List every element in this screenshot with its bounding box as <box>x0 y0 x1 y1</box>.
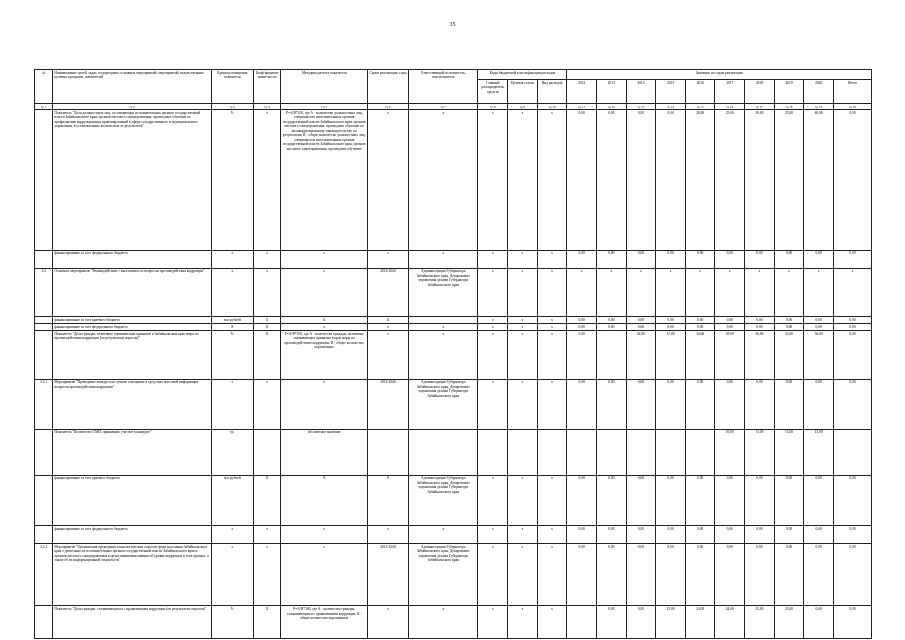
cell-section: x <box>508 544 538 606</box>
cell-section <box>508 429 538 475</box>
cell-value-2015: 0,00 <box>656 475 686 525</box>
cell-value-2016: 0,00 <box>685 250 715 268</box>
cell-method: Р=А/В*100, где А - количество граждан, позитивно оценивающих принятые в крае меры по противодействию коррупции; В - общее количество опрошенных <box>281 331 368 379</box>
cell-coef <box>253 429 281 475</box>
cell-value-2016: 0,00 <box>685 379 715 429</box>
cell-total: 0,00 <box>833 250 871 268</box>
cell-method: x <box>281 544 368 606</box>
table-row <box>35 324 872 331</box>
header-code-admin: Главный распорядитель средств <box>478 80 508 104</box>
table-row <box>35 268 872 316</box>
cell-term <box>368 429 409 475</box>
header-no: № <box>35 70 53 104</box>
cell-type <box>537 429 567 475</box>
cell-unit: % <box>211 606 253 638</box>
cell-value-2019: 23,00 <box>774 606 804 638</box>
cell-exec: Администрация Губернатора Забайкальского края, Департамент управления делами Губернатора Забайкальского края <box>409 544 478 606</box>
header-year-2017: 2017 <box>715 80 745 104</box>
cell-total: 0,00 <box>833 475 871 525</box>
cell-value-2018: 0,00 <box>745 544 775 606</box>
header-year-2013: 2013 <box>596 80 626 104</box>
cell-name: финансирование за счет федерального бюджета <box>53 324 211 331</box>
cell-unit: ед. <box>211 429 253 475</box>
cell-total <box>833 429 871 475</box>
cell-coef: x <box>253 526 281 544</box>
cell-admin: x <box>478 606 508 638</box>
cell-value-2018: 0,00 <box>745 526 775 544</box>
cell-type: x <box>537 331 567 379</box>
cell-value-2020: 0,00 <box>804 316 834 323</box>
cell-unit: % <box>211 110 253 250</box>
cell-value-2018: 11,00 <box>745 429 775 475</box>
cell-value-2020: 0,00 <box>804 606 834 638</box>
cell-term: x <box>368 250 409 268</box>
column-index-cell: гр 2 <box>53 104 211 110</box>
cell-admin: x <box>478 544 508 606</box>
cell-term: 2014-2020 <box>368 268 409 316</box>
cell-value-2020: 0,00 <box>804 526 834 544</box>
cell-unit: x <box>211 268 253 316</box>
cell-type: x <box>537 110 567 250</box>
cell-value-2016: 34,00 <box>685 331 715 379</box>
cell-method: x <box>281 250 368 268</box>
cell-section: x <box>508 526 538 544</box>
cell-type: x <box>537 324 567 331</box>
header-unit: Единица измерения показателя <box>211 70 253 104</box>
column-index-cell: гр 14 <box>656 104 686 110</box>
cell-value-2018: 0,00 <box>745 324 775 331</box>
cell-section: x <box>508 606 538 638</box>
cell-value-2019: 0,00 <box>774 316 804 323</box>
cell-name: Показатель "Доля должностных лиц, составляющих исполнительных органов государственной власти Забайкальского края, органов местного самоуправления, прошедших обучение по профилактике коррупционных правонарушений в сфере государственного и муниципального управления, в установленных количествах от результатов" <box>53 110 211 250</box>
program-table <box>34 69 872 639</box>
table-row <box>35 606 872 638</box>
cell-admin: x <box>478 316 508 323</box>
cell-value-2016: 0,00 <box>685 526 715 544</box>
cell-coef: X <box>253 475 281 525</box>
cell-exec: Администрация Губернатора Забайкальского края, Департамент управления делами Губернатора Забайкальского края <box>409 268 478 316</box>
cell-value-2017: 0,00 <box>715 316 745 323</box>
cell-name: Основное мероприятие "Взаимодействие с населением по вопросам противодействия коррупции" <box>53 268 211 316</box>
cell-name: финансирование за счет федерального бюджета <box>53 526 211 544</box>
column-index-cell: гр 3 <box>211 104 253 110</box>
cell-value-2017: 24,00 <box>715 606 745 638</box>
column-index-cell: гр 8 <box>478 104 508 110</box>
cell-type: x <box>537 526 567 544</box>
cell-coef: x <box>253 268 281 316</box>
cell-exec <box>409 429 478 475</box>
cell-admin: x <box>478 268 508 316</box>
column-index-cell: гр 15 <box>685 104 715 110</box>
cell-value-2013: 0,00 <box>596 475 626 525</box>
cell-coef: x <box>253 250 281 268</box>
cell-value-2016: 0,00 <box>685 544 715 606</box>
cell-value-2017: 0,00 <box>715 475 745 525</box>
column-index-cell: гр 10 <box>537 104 567 110</box>
cell-type: x <box>537 606 567 638</box>
cell-total: 0,00 <box>833 379 871 429</box>
cell-value-2013: 0,00 <box>596 316 626 323</box>
cell-coef: X <box>253 331 281 379</box>
cell-method: Р=А/В*100, где А - количество должностных лиц, специалистов исполнительных органов государственной власти Забайкальского края, органов местного самоуправления, прошедших обучение по антикоррупционному законодательству по результатам; В - общее количество должностных лиц, специалистов исполнительных органов государственной власти Забайкальского края, органов местного самоуправления, прошедших обучение <box>281 110 368 250</box>
header-exec: Ответственный исполнитель, соисполнитель <box>409 70 478 104</box>
column-index-cell: гр 20 <box>833 104 871 110</box>
cell-coef: X <box>253 324 281 331</box>
cell-value-2014: 0,00 <box>626 475 656 525</box>
cell-type: x <box>537 316 567 323</box>
cell-value-2018: 30,00 <box>745 110 775 250</box>
cell-no: 3.2.1 <box>35 379 53 429</box>
column-index-cell: гр 6 <box>368 104 409 110</box>
cell-value-2019: 35,00 <box>774 110 804 250</box>
cell-section: x <box>508 316 538 323</box>
column-index-cell: гр 4 <box>253 104 281 110</box>
cell-value-2014: 0,00 <box>626 316 656 323</box>
cell-value-2013 <box>596 331 626 379</box>
cell-value-2019: 15,00 <box>774 429 804 475</box>
column-index-cell: гр 7 <box>409 104 478 110</box>
cell-value-2018: 0,00 <box>745 379 775 429</box>
cell-value-2020: x <box>804 268 834 316</box>
cell-section: x <box>508 268 538 316</box>
cell-coef: x <box>253 379 281 429</box>
table-row <box>35 429 872 475</box>
cell-value-2015: 0,00 <box>656 250 686 268</box>
header-year-2018: 2018 <box>745 80 775 104</box>
cell-value-2018: 36,00 <box>745 331 775 379</box>
cell-type: x <box>537 268 567 316</box>
cell-value-2015: 0,00 <box>656 544 686 606</box>
cell-total: 0,00 <box>833 544 871 606</box>
cell-unit: x <box>211 379 253 429</box>
cell-value-2015: 23,00 <box>656 606 686 638</box>
cell-value-2016: 20,00 <box>685 110 715 250</box>
cell-value-2019: 32,00 <box>774 331 804 379</box>
cell-total: 0,00 <box>833 606 871 638</box>
cell-value-2014: 32,00 <box>626 331 656 379</box>
cell-admin: x <box>478 475 508 525</box>
cell-exec <box>409 316 478 323</box>
cell-total: x <box>833 268 871 316</box>
cell-method: Р=А/В*100, где А - количество граждан, сталкивающихся с проявлениями коррупции; В - общее количество опрошенных <box>281 606 368 638</box>
cell-value-2019: 0,00 <box>774 379 804 429</box>
cell-term: x <box>368 331 409 379</box>
cell-value-2020: 0,00 <box>804 544 834 606</box>
cell-value-2017: x <box>715 268 745 316</box>
cell-section: x <box>508 475 538 525</box>
cell-value-2014: 0,00 <box>626 250 656 268</box>
cell-term: 2014-2020 <box>368 544 409 606</box>
cell-value-2016: 0,00 <box>685 316 715 323</box>
header-name: Наименование целей, задач, подпрограмм, основных мероприятий, мероприятий, ведомственных целевых программ, показателей <box>53 70 211 104</box>
cell-total: 0,00 <box>833 526 871 544</box>
cell-method: абсолютное значение <box>281 429 368 475</box>
cell-value-2015: 0,00 <box>656 110 686 250</box>
cell-value-2012 <box>567 606 597 638</box>
cell-value-2015: 0,00 <box>656 316 686 323</box>
cell-total: 0,00 <box>833 110 871 250</box>
cell-section: x <box>508 331 538 379</box>
cell-no <box>35 316 53 323</box>
cell-total: 0,00 <box>833 331 871 379</box>
cell-value-2016: 0,00 <box>685 475 715 525</box>
column-index-cell: гр 13 <box>626 104 656 110</box>
cell-value-2013: 0,00 <box>596 379 626 429</box>
table-row <box>35 250 872 268</box>
header-method: Методика расчета показателя <box>281 70 368 104</box>
cell-no <box>35 110 53 250</box>
column-index-cell: гр 11 <box>567 104 597 110</box>
cell-value-2012: 0,00 <box>567 324 597 331</box>
cell-term: 2014-2020 <box>368 379 409 429</box>
cell-value-2018: 0,00 <box>745 250 775 268</box>
cell-unit: x <box>211 526 253 544</box>
page-number: 35 <box>449 22 456 28</box>
cell-value-2015: 37,00 <box>656 331 686 379</box>
cell-value-2013: x <box>596 268 626 316</box>
cell-value-2016: 24,00 <box>685 606 715 638</box>
cell-term: x <box>368 110 409 250</box>
cell-value-2013: 0,00 <box>596 250 626 268</box>
cell-value-2019: 0,00 <box>774 250 804 268</box>
cell-total: 0,00 <box>833 324 871 331</box>
cell-no <box>35 429 53 475</box>
cell-value-2012: 0,00 <box>567 110 597 250</box>
cell-coef: X <box>253 606 281 638</box>
cell-section: x <box>508 324 538 331</box>
cell-no <box>35 475 53 525</box>
cell-value-2018: 0,00 <box>745 316 775 323</box>
cell-value-2014: 0,00 <box>626 606 656 638</box>
cell-exec: Администрация Губернатора Забайкальского края, Департамент управления делами Губернатора Забайкальского края <box>409 475 478 525</box>
header-year-2015: 2015 <box>656 80 686 104</box>
cell-unit: x <box>211 544 253 606</box>
cell-value-2014: 0,00 <box>626 324 656 331</box>
cell-value-2016: x <box>685 268 715 316</box>
cell-value-2012: 0,00 <box>567 331 597 379</box>
cell-value-2013: 0,00 <box>596 606 626 638</box>
header-values-group: Значения по годам реализации <box>567 70 872 80</box>
cell-value-2012: 0,00 <box>567 544 597 606</box>
cell-value-2019: 0,00 <box>774 475 804 525</box>
cell-name: финансирование за счет краевого бюджета <box>53 316 211 323</box>
cell-value-2020: 40,00 <box>804 110 834 250</box>
cell-value-2014: 0,00 <box>626 379 656 429</box>
cell-exec: x <box>409 110 478 250</box>
column-index-cell: гр 18 <box>774 104 804 110</box>
cell-value-2020: 0,00 <box>804 324 834 331</box>
cell-coef: X <box>253 316 281 323</box>
cell-admin: x <box>478 526 508 544</box>
cell-exec: x <box>409 250 478 268</box>
cell-admin: x <box>478 331 508 379</box>
cell-term: x <box>368 324 409 331</box>
cell-term: x <box>368 606 409 638</box>
cell-value-2012: 0,00 <box>567 475 597 525</box>
cell-value-2012: 0,00 <box>567 379 597 429</box>
header-year-2020: 2020 <box>804 80 834 104</box>
cell-method: x <box>281 379 368 429</box>
cell-method: x <box>281 526 368 544</box>
cell-no <box>35 606 53 638</box>
cell-value-2016 <box>685 429 715 475</box>
table-row <box>35 526 872 544</box>
cell-value-2012: 0,00 <box>567 250 597 268</box>
header-row-1 <box>35 70 872 80</box>
header-year-2019: 2019 <box>774 80 804 104</box>
cell-value-2017: 0,00 <box>715 250 745 268</box>
cell-name: финансирование за счет краевого бюджета <box>53 475 211 525</box>
cell-value-2015: 0,00 <box>656 526 686 544</box>
header-year-2012: 2012 <box>567 80 597 104</box>
cell-unit: x <box>211 250 253 268</box>
cell-value-2014: 0,00 <box>626 110 656 250</box>
cell-total: 0,00 <box>833 316 871 323</box>
cell-exec: x <box>409 331 478 379</box>
cell-value-2017: 0,00 <box>715 526 745 544</box>
cell-method: x <box>281 324 368 331</box>
cell-section: x <box>508 250 538 268</box>
header-term: Сроки реализации, годы <box>368 70 409 104</box>
cell-value-2016: 0,00 <box>685 324 715 331</box>
cell-value-2018: 0,00 <box>745 475 775 525</box>
cell-name: финансирование за счет федерального бюджета <box>53 250 211 268</box>
table-row <box>35 544 872 606</box>
cell-name: Мероприятие "Организация проведения социологических опросов среди населения Забайкальского края о деятельности исполнительных органов государственной власти Забайкальского края и органов местного самоуправления в целях выявления мнения об уровне коррупции в этих органах, а также об их информационной открытости" <box>53 544 211 606</box>
cell-admin: x <box>478 324 508 331</box>
cell-no <box>35 250 53 268</box>
cell-term: X <box>368 316 409 323</box>
cell-admin: x <box>478 379 508 429</box>
column-index-cell: гр 19 <box>804 104 834 110</box>
cell-value-2012: x <box>567 268 597 316</box>
cell-value-2019: 0,00 <box>774 526 804 544</box>
cell-value-2015: x <box>656 268 686 316</box>
cell-value-2017: 0,00 <box>715 324 745 331</box>
cell-exec: x <box>409 606 478 638</box>
cell-admin <box>478 429 508 475</box>
cell-type: x <box>537 250 567 268</box>
cell-value-2018: x <box>745 268 775 316</box>
cell-name: Показатель "Количество СМИ, принявших участие в конкурсе" <box>53 429 211 475</box>
cell-admin: x <box>478 250 508 268</box>
column-index-cell: гр 1 <box>35 104 53 110</box>
cell-value-2020: 13,00 <box>804 429 834 475</box>
header-code-type: Вид расходов <box>537 80 567 104</box>
table-row <box>35 110 872 250</box>
cell-no: 3.2.2 <box>35 544 53 606</box>
cell-value-2012: 0,00 <box>567 526 597 544</box>
header-total: Итого <box>833 80 871 104</box>
cell-value-2014: x <box>626 268 656 316</box>
table-row <box>35 379 872 429</box>
cell-value-2015: 0,00 <box>656 324 686 331</box>
cell-unit: тыс.рублей <box>211 475 253 525</box>
cell-value-2014 <box>626 429 656 475</box>
cell-value-2017: 10,00 <box>715 429 745 475</box>
cell-type: x <box>537 475 567 525</box>
cell-exec: x <box>409 324 478 331</box>
cell-exec: Администрация Губернатора Забайкальского края, Департамент управления делами Губернатора Забайкальского края <box>409 379 478 429</box>
column-index-cell: гр 5 <box>281 104 368 110</box>
cell-value-2012: 0,00 <box>567 316 597 323</box>
column-index-cell: гр 12 <box>596 104 626 110</box>
column-index-cell: гр 9 <box>508 104 538 110</box>
cell-value-2013: 0,00 <box>596 544 626 606</box>
cell-no <box>35 526 53 544</box>
cell-value-2013: 0,00 <box>596 324 626 331</box>
header-year-2014: 2014 <box>626 80 656 104</box>
cell-section: x <box>508 379 538 429</box>
cell-unit: тыс.рублей <box>211 316 253 323</box>
cell-no: 3.2 <box>35 268 53 316</box>
cell-no <box>35 331 53 379</box>
cell-value-2018: 25,00 <box>745 606 775 638</box>
cell-value-2015 <box>656 429 686 475</box>
cell-value-2019: 0,00 <box>774 544 804 606</box>
cell-coef: x <box>253 110 281 250</box>
cell-value-2013 <box>596 429 626 475</box>
cell-coef: x <box>253 544 281 606</box>
cell-value-2019: 0,00 <box>774 324 804 331</box>
cell-value-2014: 0,00 <box>626 526 656 544</box>
cell-value-2017: 25,00 <box>715 110 745 250</box>
cell-section: x <box>508 110 538 250</box>
cell-method: X <box>281 475 368 525</box>
cell-value-2020: 0,00 <box>804 250 834 268</box>
header-code-group: Коды бюджетной классификации расходов <box>478 70 567 80</box>
cell-value-2020: 0,00 <box>804 379 834 429</box>
cell-value-2013: 0,00 <box>596 110 626 250</box>
cell-value-2015: 0,00 <box>656 379 686 429</box>
column-index-cell: гр 16 <box>715 104 745 110</box>
cell-unit: X <box>211 324 253 331</box>
cell-name: Мероприятие "Проведение конкурса на лучшее освещение в средствах массовой информации вопросов противодействия коррупции" <box>53 379 211 429</box>
cell-value-2013: 0,00 <box>596 526 626 544</box>
cell-value-2020: 36,00 <box>804 331 834 379</box>
cell-value-2017: 35,00 <box>715 331 745 379</box>
cell-value-2014: 0,00 <box>626 544 656 606</box>
cell-type: x <box>537 544 567 606</box>
cell-admin: x <box>478 110 508 250</box>
cell-term: x <box>368 526 409 544</box>
cell-term: X <box>368 475 409 525</box>
cell-value-2020: 0,00 <box>804 475 834 525</box>
cell-method: X <box>281 316 368 323</box>
table-row <box>35 331 872 379</box>
cell-no <box>35 324 53 331</box>
cell-unit: % <box>211 331 253 379</box>
cell-value-2012 <box>567 429 597 475</box>
cell-method: x <box>281 268 368 316</box>
cell-type: x <box>537 379 567 429</box>
cell-name: Показатель "Доля граждан, позитивно оценивающих принятые в Забайкальском крае меры по противодействию коррупции (по результатам опросов)" <box>53 331 211 379</box>
cell-exec: x <box>409 526 478 544</box>
column-index-cell: гр 17 <box>745 104 775 110</box>
cell-name: Показатель "Доля граждан, сталкивающихся с проявлениями коррупции (по результатам опросов)" <box>53 606 211 638</box>
table-row <box>35 316 872 323</box>
cell-value-2017: 0,00 <box>715 544 745 606</box>
header-code-section: Целевая статья <box>508 80 538 104</box>
table-row <box>35 475 872 525</box>
cell-value-2019: x <box>774 268 804 316</box>
header-year-2016: 2016 <box>685 80 715 104</box>
header-coef: Коэф-фициент значи-мости <box>253 70 281 104</box>
cell-value-2017: 0,00 <box>715 379 745 429</box>
